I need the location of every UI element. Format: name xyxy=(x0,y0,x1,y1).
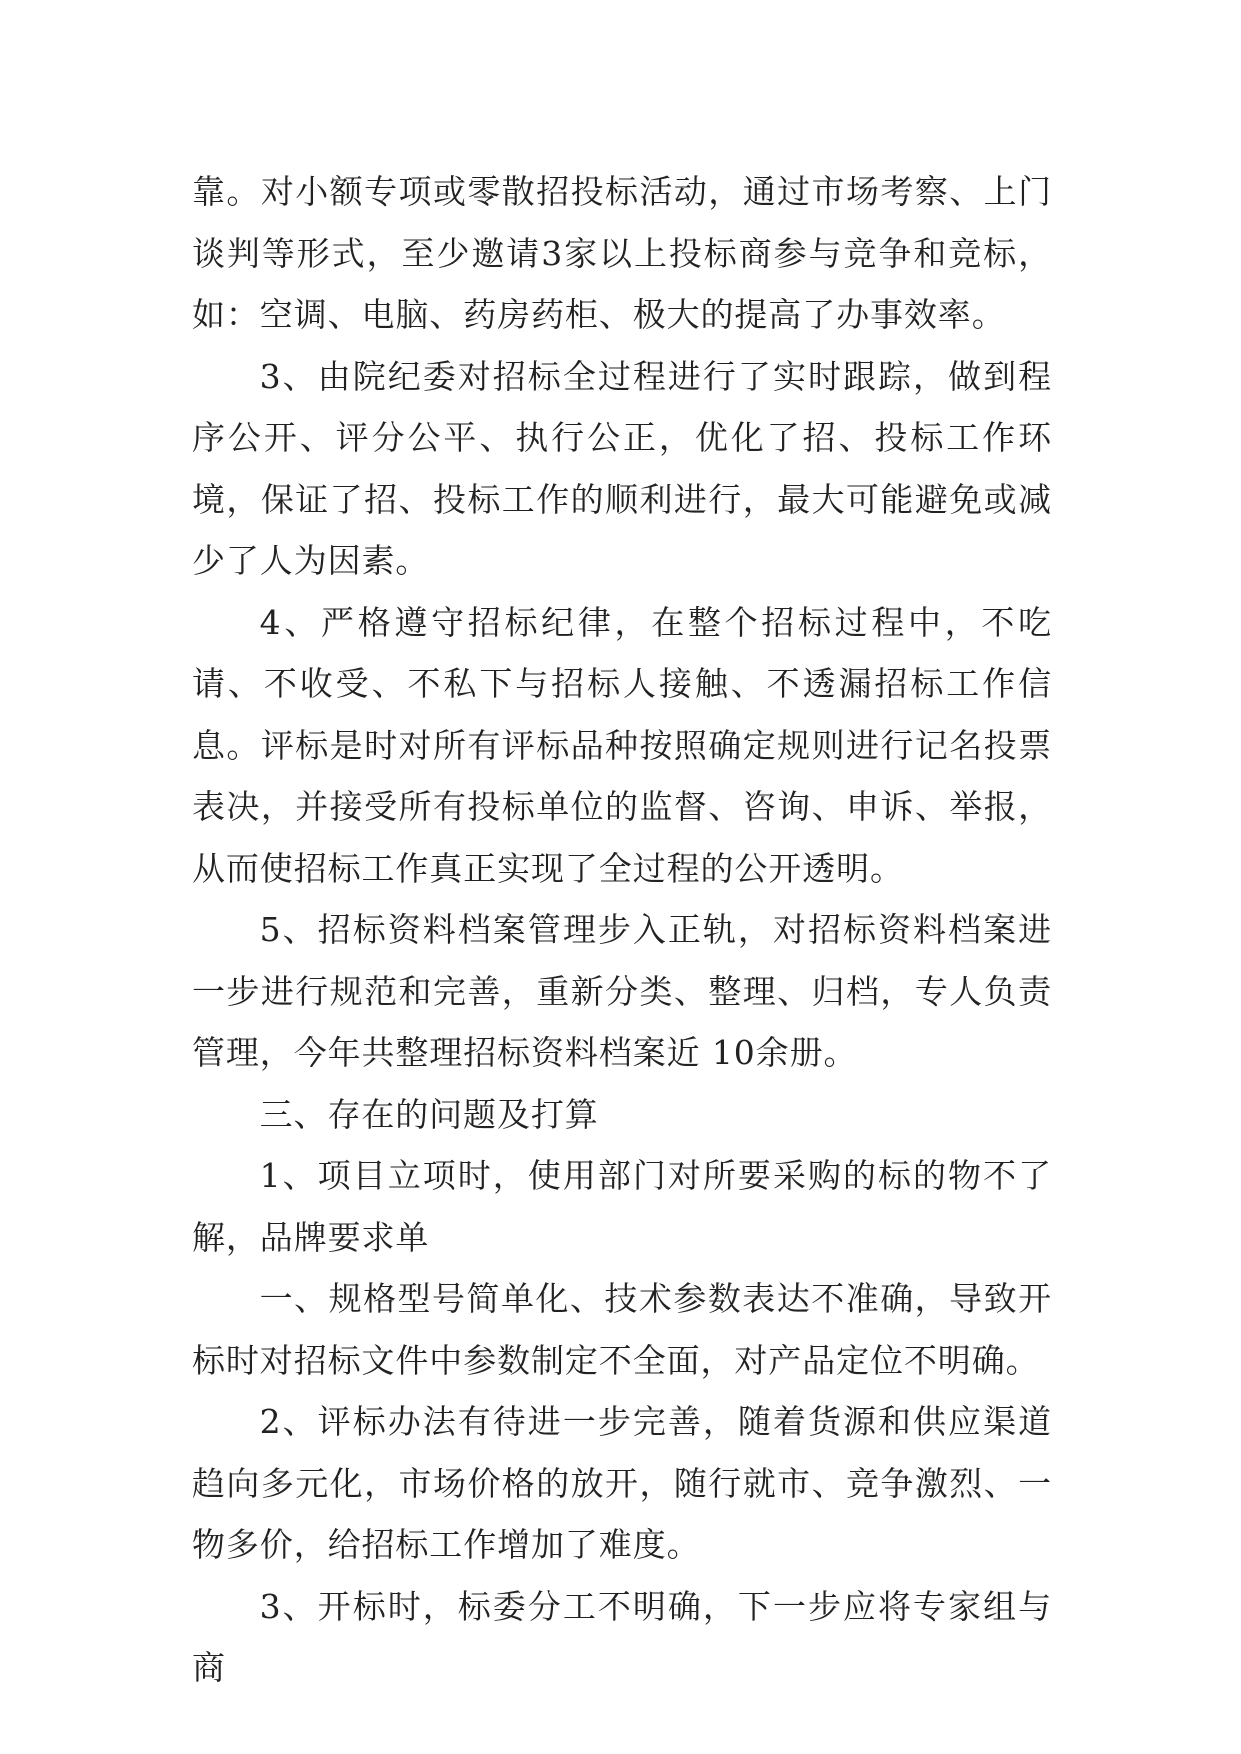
paragraph-problem-2: 2、评标办法有待进一步完善，随着货源和供应渠道趋向多元化，市场价格的放开，随行就市、竞争激烈、一物多价，给招标工作增加了难度。 xyxy=(192,1402,1052,1564)
document-body xyxy=(192,161,1052,1699)
paragraph-problem-3: 3、开标时，标委分工不明确，下一步应将专家组与商 xyxy=(192,1586,1052,1687)
paragraph-item-4: 4、严格遵守招标纪律，在整个招标过程中，不吃请、不收受、不私下与招标人接触、不透漏招标工作信息。评标是时对所有评标品种按照确定规则进行记名投票表决，并接受所有投标单位的监督、咨询、申诉、举报，从而使招标工作真正实现了全过程的公开透明。 xyxy=(192,602,1052,888)
paragraph-item-3: 3、由院纪委对招标全过程进行了实时跟踪，做到程序公开、评分公平、执行公正，优化了招、投标工作环境，保证了招、投标工作的顺利进行，最大可能避免或减少了人为因素。 xyxy=(192,356,1052,580)
paragraph-problem-specs: 一、规格型号简单化、技术参数表达不准确，导致开标时对招标文件中参数制定不全面，对产品定位不明确。 xyxy=(192,1279,1052,1380)
paragraph-item-5: 5、招标资料档案管理步入正轨，对招标资料档案进一步进行规范和完善，重新分类、整理、归档，专人负责管理，今年共整理招标资料档案近 10余册。 xyxy=(192,910,1052,1072)
section-heading-problems: 三、存在的问题及打算 xyxy=(259,1094,599,1134)
paragraph-problem-1: 1、项目立项时，使用部门对所要采购的标的物不了解，品牌要求单 xyxy=(192,1156,1052,1257)
paragraph-continuation: 靠。对小额专项或零散招投标活动，通过市场考察、上门谈判等形式，至少邀请3家以上投标商参与竞争和竞标，如：空调、电脑、药房药柜、极大的提高了办事效率。 xyxy=(192,172,1052,334)
